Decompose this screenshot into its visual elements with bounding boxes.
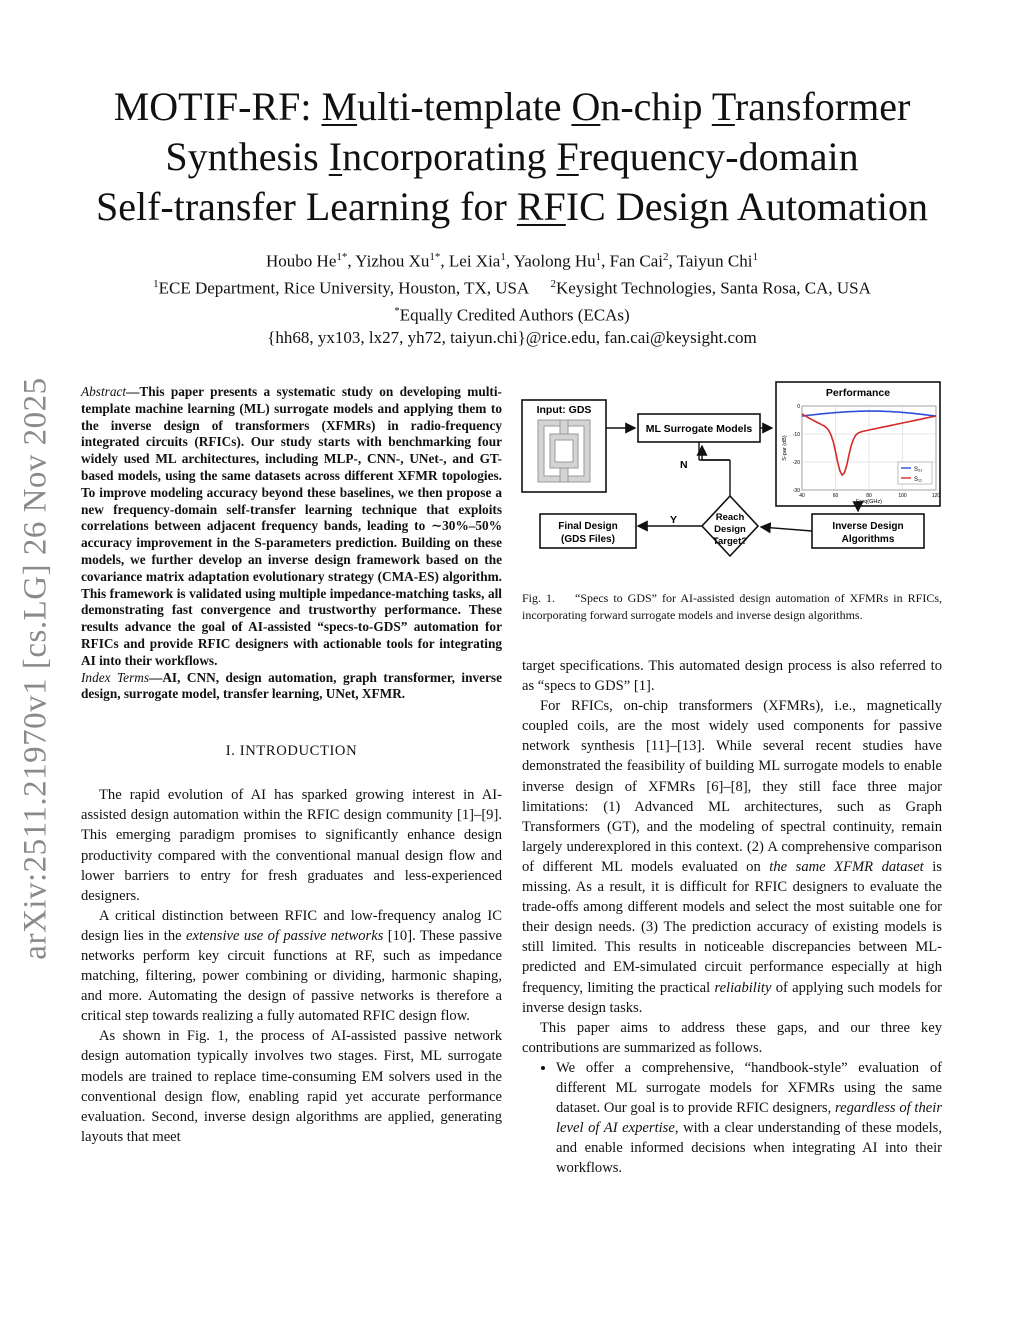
- paper-title: [70, 82, 954, 232]
- plot-x-tick: 60: [832, 493, 839, 499]
- abstract: Abstract—This paper presents a systematic study on developing multi-template machine learning (ML) surrogate models and applying them to the inverse design of transformers (XFMRs) in radio-frequency integrated circuits (RFICs). Our study starts with benchmarking four widely used ML architectures, including MLP-, CNN-, UNet-, and GT-based models, using the same datasets across different XFMR topologies. To improve modeling accuracy beyond these baselines, we then propose a new frequency-domain self-transfer learning technique that exploits correlations between adjacent frequency bands, leading to ∼30%–50% accuracy improvement in the S-parameters prediction. Building on these models, we further develop an inverse design framework based on the covariance matrix adaptation evolutionary strategy (CMA-ES) algorithm. This framework is validated using multiple impedance-matching tasks, all demonstrating fast convergence and trustworthy performance. These results advance the goal of AI-assisted “specs-to-GDS” automation for RFICs and provide RFIC designers with actionable tools for integrating AI into their workflows.: [81, 384, 502, 668]
- author-block: [70, 246, 954, 350]
- n-label: N: [680, 459, 688, 471]
- author-emails: {hh68, yx103, lx27, yh72, taiyun.chi}@rice.edu, fan.cai@keysight.com: [267, 328, 757, 348]
- right-column: [522, 656, 942, 1178]
- title-line-2: Synthesis Incorporating Frequency-domain: [165, 134, 859, 179]
- author-note: *Equally Credited Authors (ECAs): [394, 305, 630, 325]
- y-label: Y: [670, 514, 678, 526]
- intro-paragraph-1: The rapid evolution of AI has sparked growing interest in AI-assisted design automation within the RFIC design community [1]–[9]. This emerging paradigm promises to significantly enhance design productivity compared with the conventional manual design flow and lower barriers to entry for fresh graduates and less-experienced designers.: [81, 787, 502, 904]
- plot-y-tick: -30: [792, 488, 800, 494]
- plot-x-tick: 80: [866, 493, 872, 499]
- intro-paragraph-2: A critical distinction between RFIC and low-frequency analog IC design lies in the extensive use of passive networks [10]. These passive networks perform key circuit functions at RF, such as impedance matching, filtering, power combining or dividing, harmonic shaping, and more. Automating the design of passive networks is therefore a critical step towards realizing a fully automated RFIC design flow.: [81, 907, 502, 1025]
- inverse-design-label-2: Algorithms: [841, 534, 895, 545]
- author-names: Houbo $He^{1*}$, Yizhou $Xu^{1*}$, Lei Xia$^1$, Yaolong Hu$^1$, Fan Cai$^2$, Taiyun Chi$^1$: [266, 251, 758, 271]
- left-column: [81, 384, 502, 1147]
- plot-x-tick: 100: [898, 493, 907, 499]
- plot-y-label: S-par (dB): [782, 435, 788, 461]
- inverse-design-box: [812, 514, 924, 548]
- plot-y-tick: 0: [797, 404, 800, 410]
- reach-label-3: Target?: [712, 536, 748, 547]
- final-design-label-2: (GDS Files): [561, 534, 615, 545]
- ml-surrogate-label: ML Surrogate Models: [645, 423, 753, 435]
- contribution-list: [522, 1058, 942, 1179]
- input-gds-box: [522, 400, 606, 492]
- arxiv-id: arXiv:2511.21970v1 [cs.LG] 26 Nov 2025: [17, 376, 54, 960]
- figure-1-caption: Fig. 1. “Specs to GDS” for AI-assisted design automation of XFMRs in RFICs, incorporating forward surrogate models and inverse design algorithms.: [522, 591, 942, 622]
- plot-y-tick: -10: [792, 432, 800, 438]
- author-affiliations: $^1$ECE Department, Rice University, Houston, TX, USA $^2$Keysight Technologies, Santa Rosa, CA, USA: [153, 278, 871, 298]
- figure-1: [520, 380, 944, 592]
- plot-x-label: Freq(GHz): [856, 499, 882, 505]
- plot-y-tick: -20: [792, 460, 800, 466]
- index-terms: Index Terms—AI, CNN, design automation, graph transformer, inverse design, surrogate model, transfer learning, UNet, XFMR.: [81, 669, 502, 702]
- reach-target-diamond: [702, 496, 758, 556]
- legend-s21: S₂₁: [914, 467, 923, 473]
- final-design-label-1: Final Design: [558, 521, 618, 532]
- title-line-1: MOTIF-RF: Multi-template On-chip Transformer: [113, 84, 911, 129]
- performance-plot: [782, 404, 940, 505]
- performance-label: Performance: [825, 387, 891, 399]
- arxiv-stamp: [6, 372, 66, 964]
- right-paragraph-0: target specifications. This automated design process is also referred to as “specs to GDS” [1].: [522, 658, 942, 695]
- plot-legend: [898, 462, 932, 484]
- reach-label-1: Reach: [715, 512, 745, 523]
- legend-s11: S₁₁: [914, 477, 923, 483]
- plot-x-tick: 120: [931, 493, 941, 499]
- plot-x-tick: 40: [799, 493, 805, 499]
- right-paragraph-2: This paper aims to address these gaps, and our three key contributions are summarized as follows.: [522, 1019, 942, 1056]
- right-paragraph-1: For RFICs, on-chip transformers (XFMRs), i.e., magnetically coupled coils, are the most widely used components for passive network synthesis [11]–[13]. While several recent studies have demonstrated the feasibility of building ML surrogate models to enable inverse design of XFMRs [6]–[8], they still face three major limitations: (1) Advanced ML architectures, such as Graph Transformers (GT), and the modeling of spectral continuity, remain largely underexplored in this context. (2) A comprehensive comparison of different ML models evaluated on the same XFMR dataset is missing. As a result, it is difficult for RFIC designers to evaluate the trade-offs among different models and select the most suitable one for their design needs. (3) The prediction accuracy of existing models is still limited. This results in noticeable discrepancies between ML-predicted and EM-simulated circuit performance especially at high frequency, limiting the practical reliability of applying such models for inverse design tasks.: [522, 698, 942, 1016]
- contribution-item-1: • We offer a comprehensive, “handbook-style” evaluation of different ML surrogate models for XFMRs using the same dataset. Our goal is to provide RFIC designers, regardless of their level of AI expertise, with a clear understanding of these models, and enable informed decisions when integrating AI into their workflows.: [556, 1058, 942, 1179]
- reach-label-2: Design: [714, 524, 746, 535]
- ml-surrogate-box: [638, 414, 760, 442]
- performance-box: [776, 382, 940, 506]
- section-heading-introduction: I. INTRODUCTION: [225, 743, 358, 760]
- intro-paragraph-3: As shown in Fig. 1, the process of AI-assisted passive network design automation typically involves two stages. First, ML surrogate models are trained to replace time-consuming EM solvers used in the conventional design flow, enabling rapid yet accurate performance evaluation. Second, inverse design algorithms are applied, generating layouts that meet: [81, 1028, 502, 1145]
- transformer-layout-icon: [538, 420, 590, 482]
- inverse-design-label-1: Inverse Design: [832, 521, 904, 532]
- input-gds-label: Input: GDS: [536, 404, 592, 416]
- title-line-3: Self-transfer Learning for RFIC Design Automation: [95, 184, 929, 229]
- final-design-box: [540, 514, 636, 548]
